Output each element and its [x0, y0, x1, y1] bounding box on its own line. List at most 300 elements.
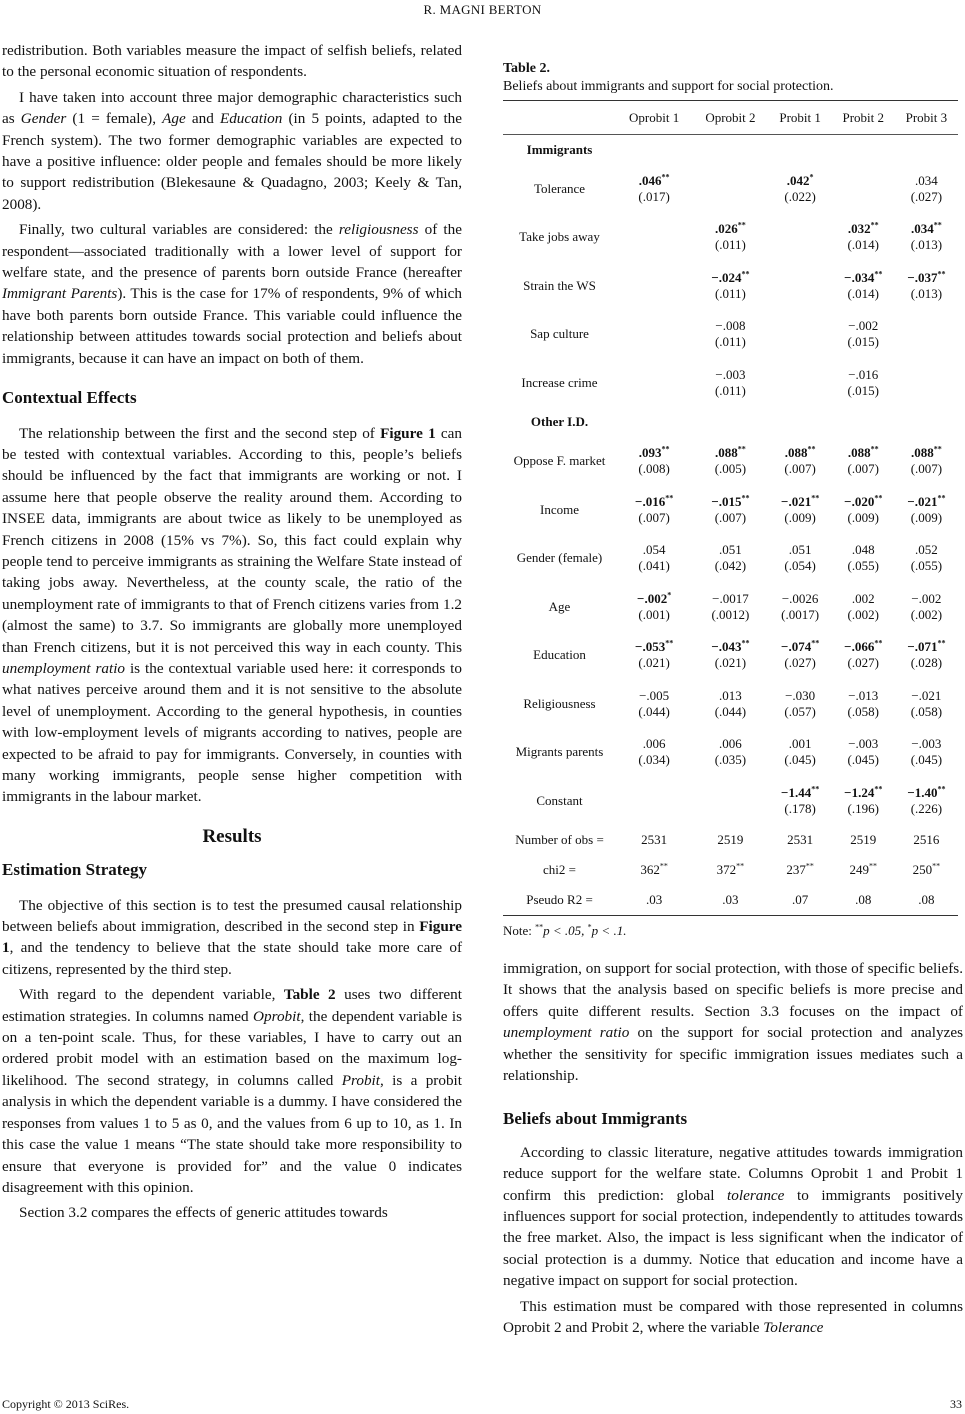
table-row [503, 728, 958, 777]
standard-error: (.007) [714, 509, 747, 525]
coefficient [911, 173, 942, 205]
table-cell [692, 777, 768, 826]
text: and [185, 110, 220, 128]
table-cell-empty [616, 135, 692, 165]
sig-marker: ** [736, 861, 745, 871]
term-unemployment-ratio: unemployment ratio [503, 1024, 630, 1042]
table-cell-empty [895, 135, 958, 165]
sig-marker: ** [741, 269, 750, 279]
coefficient-value-line [784, 736, 815, 752]
table-row-label: Sap culture [530, 326, 589, 342]
table-cell [692, 310, 768, 359]
coefficient-value-line [911, 736, 942, 752]
coefficient [781, 785, 819, 817]
standard-error: (.021) [714, 655, 747, 671]
coefficient-value-line [848, 221, 879, 237]
coefficient [911, 688, 942, 720]
coefficient [715, 542, 746, 574]
table-row-label: chi2 = [543, 862, 576, 877]
table-cell-empty [832, 135, 895, 165]
coefficient-value: −.015 [711, 493, 742, 509]
table-cell [692, 165, 768, 214]
coefficient-value: −.024 [711, 269, 742, 285]
text: The objective of this section is to test the presumed causal relationship between beliefs about immigration, described in the second step in [2, 896, 462, 936]
table-cell [692, 359, 768, 408]
sig-marker: ** [741, 638, 750, 648]
coefficient-value: −.053 [635, 639, 666, 655]
table-cell [895, 437, 958, 486]
table-caption-text: Beliefs about immigrants and support for social protection. [503, 79, 834, 94]
coefficient [715, 318, 746, 350]
table-cell [832, 165, 895, 214]
stat-value: 249 [849, 862, 869, 877]
table-row [503, 631, 958, 680]
coefficient-value-line [715, 688, 746, 704]
coefficient-value-line [784, 173, 815, 189]
coefficient-value-line [715, 445, 746, 461]
sig-marker: ** [659, 861, 668, 871]
coefficient-value: −.021 [781, 493, 812, 509]
table-cell [769, 583, 832, 632]
sig-marker: ** [665, 638, 674, 648]
table-cell [832, 262, 895, 311]
coefficient-value-line [711, 494, 749, 510]
sig-marker: ** [811, 784, 820, 794]
coefficient [638, 445, 669, 477]
text: , and the tendency to believe that the state should take more care of citizens, represented by the third step. [2, 939, 462, 978]
coefficient-value-line [711, 270, 749, 286]
coefficient-value-line [711, 639, 749, 655]
sig-marker: ** [811, 493, 820, 503]
coefficient-value: .088 [784, 445, 808, 461]
coefficient-value: −1.40 [907, 784, 938, 800]
text: This estimation must be compared with those represented in columns Oprobit 2 and Probit 2, where the variable [503, 1297, 963, 1337]
coefficient-value-line [844, 785, 882, 801]
coefficient [848, 367, 879, 399]
table-cell [895, 583, 958, 632]
coefficient [907, 270, 945, 302]
coefficient-value: .026 [715, 221, 738, 237]
text: , is a probit analysis in which the dependent variable is a dummy. I have considered the responses from values 1 to 5 as 0, and the values from 6 up to 10, as 1. In this case the value 1 means “The state should take more responsibility to ensure that everyone is provided for” and the value 0 indicates disagreement with this opinion. [2, 1071, 462, 1196]
table-row [503, 165, 958, 214]
coefficient-value-line [911, 591, 942, 607]
table-cell [895, 631, 958, 680]
coefficient [907, 494, 945, 526]
table-cell [832, 855, 895, 885]
paragraph [2, 1202, 462, 1223]
coefficient [784, 542, 815, 574]
table-row-label: Gender (female) [516, 550, 603, 566]
text: to immigrants positively influences support for social protection, independently to attitudes towards the free market. Also, the impact is less significant when the indicator of social protection is a dummy. Notice that education and income have a negative impact on support for social protection. [503, 1186, 964, 1290]
standard-error: (.017) [638, 188, 670, 204]
table-column-header: Oprobit 1 [616, 101, 692, 135]
coefficient [715, 221, 746, 253]
paragraph [503, 958, 963, 1086]
table-cell [692, 825, 768, 855]
coefficient-value-line [638, 736, 669, 752]
table-cell [895, 165, 958, 214]
table-stat-row [503, 825, 958, 855]
standard-error: (.009) [847, 509, 879, 525]
coefficient-value: .032 [847, 221, 871, 237]
coefficient-value: −.005 [639, 687, 670, 703]
coefficient [781, 639, 819, 671]
coefficient-value-line [781, 639, 819, 655]
coefficient-value-line [781, 591, 819, 607]
table-row-label: Oppose F. market [513, 453, 606, 469]
sig-marker: ** [665, 493, 674, 503]
standard-error: (.007) [847, 461, 879, 477]
copyright: Copyright © 2013 SciRes. [2, 1397, 130, 1411]
table-group-row [503, 135, 958, 165]
table-cell [769, 680, 832, 729]
standard-error: (.042) [714, 558, 747, 574]
coefficient [781, 494, 819, 526]
sig-marker: ** [933, 220, 942, 230]
table-cell [832, 728, 895, 777]
text: , the dependent variable is on a ten-point scale. Thus, for these variables, I have to carry out an ordered probit model with an estimation based on the maximum log-likelihood. The second strategy, in columns called [2, 1007, 462, 1089]
table-body [503, 135, 958, 916]
coefficient [781, 591, 819, 623]
coefficient [848, 542, 879, 574]
coefficient [638, 542, 669, 574]
term-probit: Probit [341, 1071, 380, 1089]
text: Finally, two cultural variables are considered: the [19, 221, 339, 239]
coefficient [911, 591, 942, 623]
table-row [503, 310, 958, 359]
table-cell [769, 855, 832, 885]
sig-marker: ** [661, 172, 670, 182]
standard-error: (.0017) [781, 606, 820, 622]
coefficient-value-line [784, 542, 815, 558]
standard-error: (.055) [910, 558, 943, 574]
right-column [503, 958, 963, 1343]
standard-error: (.021) [638, 655, 670, 671]
table-cell [895, 777, 958, 826]
table-cell [769, 777, 832, 826]
coefficient [844, 639, 882, 671]
term-unemployment-ratio: unemployment ratio [2, 659, 126, 677]
table-cell-empty [692, 407, 768, 437]
text: immigration, on support for social protection, with those of specific beliefs. It shows that the analysis based on specific beliefs is more precise and offers quite different results. Section 3.3 focuses on the impact of [503, 960, 963, 1020]
coefficient-value-line [848, 445, 879, 461]
table-cell [692, 680, 768, 729]
text: is the contextual variable used here: it corresponds to what natives perceive around them and it is not sensitive to the absolute level of unemployment. According to the general hypothesis, in counties with low-employment levels of migrants according to natives, people are expected to be afraid to pay for immigrants. Conversely, in counties with many working immigrants, people sense higher competition with immigrants in the labour market. [2, 659, 462, 806]
table-cell [616, 213, 692, 262]
sig-marker: * [809, 172, 814, 182]
table-cell [769, 534, 832, 583]
table-cell [769, 262, 832, 311]
sig-marker: ** [874, 784, 883, 794]
table-row [503, 486, 958, 535]
coefficient-value: −.002 [848, 318, 879, 334]
table-stat-row [503, 885, 958, 915]
stat-value: 250 [912, 862, 933, 877]
coefficient-value-line [911, 542, 942, 558]
coefficient-value-line [638, 445, 669, 461]
stat-value: .08 [918, 891, 935, 907]
table-cell [616, 534, 692, 583]
stat-value: .07 [792, 891, 809, 907]
coefficient [784, 688, 815, 720]
coefficient-value: .002 [851, 590, 875, 606]
paragraph [2, 87, 462, 215]
coefficient-value: .088 [911, 445, 934, 461]
coefficient-value-line [711, 591, 749, 607]
coefficient-value-line [848, 367, 879, 383]
coefficient-value: −.066 [844, 639, 875, 655]
coefficient-value-line [848, 318, 879, 334]
table-cell [616, 631, 692, 680]
coefficient [907, 785, 945, 817]
coefficient-value: −.002 [637, 590, 668, 606]
coefficient [784, 173, 815, 205]
paragraph [503, 1142, 963, 1292]
text: redistribution. Both variables measure the impact of selfish beliefs, related to the personal economic situation of respondents. [2, 42, 462, 81]
standard-error: (.001) [638, 606, 670, 622]
coefficient-value-line [848, 688, 879, 704]
table-row-label: Constant [536, 792, 583, 808]
text: on the support for social protection and analyzes whether the sensitivity for specific immigration issues mediates such a relationship. [503, 1024, 963, 1085]
coefficient-value: .088 [715, 445, 738, 461]
coefficient-value: −.021 [911, 687, 942, 703]
table-cell [769, 885, 832, 915]
coefficient-value: −.003 [848, 736, 879, 752]
table-cell [769, 437, 832, 486]
table-cell [616, 262, 692, 311]
coefficient [635, 639, 673, 671]
table-cell [832, 631, 895, 680]
paragraph [2, 219, 462, 369]
heading-beliefs-about-immigrants: Beliefs about Immigrants [503, 1109, 688, 1129]
standard-error: (.002) [847, 606, 879, 622]
table-row [503, 213, 958, 262]
text: p < .1. [591, 923, 627, 938]
standard-error: (.015) [847, 334, 879, 350]
coefficient [911, 736, 942, 768]
coefficient [848, 221, 879, 253]
paragraph [503, 1296, 963, 1339]
table-cell [832, 310, 895, 359]
table-cell [895, 359, 958, 408]
table-cell [616, 728, 692, 777]
coefficient-value-line [635, 494, 673, 510]
table-cell [832, 359, 895, 408]
table-cell [895, 310, 958, 359]
standard-error: (.011) [714, 334, 746, 350]
coefficient-value-line [907, 785, 945, 801]
table-cell [895, 728, 958, 777]
table-header-blank [503, 101, 616, 135]
stat-value: 2516 [913, 832, 940, 847]
coefficient-value-line [715, 221, 746, 237]
table-cell [616, 855, 692, 885]
coefficient-value-line [848, 542, 879, 558]
table-group-label: Immigrants [526, 141, 593, 157]
standard-error: (.057) [784, 703, 816, 719]
standard-error: (.027) [784, 655, 816, 671]
standard-error: (.013) [910, 285, 943, 301]
coefficient-value: .042 [786, 172, 810, 188]
table-cell [832, 583, 895, 632]
sig-marker: * [667, 590, 672, 600]
table-cell [692, 534, 768, 583]
coefficient [638, 173, 669, 205]
coefficient [715, 688, 746, 720]
heading-results: Results [202, 825, 262, 847]
text: p < .05, [543, 923, 588, 938]
table-cell [895, 680, 958, 729]
coefficient-value: −.020 [844, 493, 875, 509]
coefficient [844, 785, 882, 817]
coefficient-value-line [848, 591, 879, 607]
coefficient [638, 736, 669, 768]
table-row-label: Religiousness [523, 695, 596, 711]
table-row [503, 534, 958, 583]
coefficient-value: .093 [638, 445, 662, 461]
coefficient-value: −.003 [715, 366, 746, 382]
sig-marker: ** [937, 638, 946, 648]
table-row [503, 583, 958, 632]
coefficient [711, 639, 749, 671]
coefficient [848, 591, 879, 623]
table-cell [895, 262, 958, 311]
table-cell [692, 583, 768, 632]
table-row-label: Number of obs = [515, 832, 604, 847]
table-cell [832, 534, 895, 583]
coefficient-value: −.013 [848, 687, 879, 703]
coefficient-value: .051 [719, 542, 742, 558]
coefficient [715, 445, 746, 477]
table-cell-empty [832, 407, 895, 437]
table-cell [616, 885, 692, 915]
standard-error: (.015) [847, 382, 879, 398]
standard-error: (.007) [910, 461, 943, 477]
sig-marker: ** [535, 922, 544, 932]
table-cell [769, 825, 832, 855]
table-cell [832, 885, 895, 915]
table-row [503, 437, 958, 486]
coefficient-value-line [784, 445, 815, 461]
coefficient-value: .046 [638, 172, 662, 188]
term-tolerance: tolerance [727, 1186, 785, 1204]
table-cell-empty [769, 407, 832, 437]
standard-error: (.009) [784, 509, 816, 525]
stat-value: .08 [855, 891, 872, 907]
standard-error: (.011) [714, 237, 746, 253]
left-column [2, 40, 462, 1228]
table-cell-empty [616, 407, 692, 437]
term-gender: Gender [20, 110, 67, 128]
stat-value: 2519 [717, 832, 744, 847]
table-cell [769, 728, 832, 777]
sig-marker: ** [741, 493, 750, 503]
table-cell [692, 437, 768, 486]
coefficient [784, 736, 815, 768]
table-stat-row [503, 855, 958, 885]
table-row-label: Pseudo R2 = [503, 885, 616, 915]
table-cell [692, 213, 768, 262]
text: Section 3.2 compares the effects of generic attitudes towards [19, 1204, 388, 1222]
table-cell [616, 165, 692, 214]
standard-error: (.196) [847, 800, 879, 816]
table-note [503, 923, 626, 939]
coefficient-value: −.008 [715, 318, 746, 334]
coefficient [638, 688, 669, 720]
coefficient [784, 445, 815, 477]
paragraph [2, 423, 462, 808]
coefficient [844, 270, 882, 302]
sig-marker: ** [933, 444, 942, 454]
sig-marker: ** [661, 444, 670, 454]
coefficient-value: .001 [788, 736, 812, 752]
coefficient-value: −1.24 [844, 784, 875, 800]
text: can be tested with contextual variables. According to this, people’s beliefs should be influenced by the fact that immigrants are working or not. I assume here that people observe the reality around them. According to INSEE data, immigrants are about twice as likely to be unemployed as French citizens in 2008 (15% vs 7%). So, this fact could explain why people tend to perceive immigrants as straining the Welfare State instead of taking jobs away. Nevertheless, at the county scale, the ratio of the unemployment rate of immigrants to that of French citizens varies from 1.2 (almost the same) to 3.7. So immigrants are globally more unemployed than French citizens, but it is not perceived this way in each county. This [2, 424, 462, 656]
table-cell [895, 855, 958, 885]
table-cell [895, 486, 958, 535]
stat-value: 2519 [850, 832, 877, 847]
table-cell [692, 486, 768, 535]
coefficient [911, 445, 942, 477]
term-age: Age [162, 110, 186, 128]
sig-marker: ** [870, 444, 879, 454]
standard-error: (.022) [784, 188, 816, 204]
table-cell [692, 885, 768, 915]
standard-error: (.027) [910, 188, 943, 204]
coefficient-value-line [844, 270, 882, 286]
standard-error: (.027) [847, 655, 879, 671]
coefficient [907, 639, 945, 671]
coefficient-value-line [911, 221, 942, 237]
table-row [503, 359, 958, 408]
term-immigrant-parents: Immigrant Parents [2, 285, 118, 303]
coefficient-value-line [715, 736, 746, 752]
coefficient-value-line [635, 639, 673, 655]
paragraph [2, 895, 462, 981]
table-cell [769, 213, 832, 262]
table-row-label: Age [548, 598, 571, 614]
coefficient-value: −.037 [907, 269, 938, 285]
standard-error: (.014) [847, 285, 879, 301]
table-caption-title: Table 2. [503, 61, 550, 76]
text: of the respondent—associated traditionally with a lower level of support for welfare state, and the presence of parents born outside France (hereafter [2, 221, 462, 282]
table-cell [692, 728, 768, 777]
table-column-header: Probit 3 [895, 101, 958, 135]
text: The relationship between the first and the second step of [19, 424, 381, 442]
table-cell [616, 777, 692, 826]
coefficient [715, 736, 746, 768]
coefficient [637, 591, 671, 623]
table-row-label: Tolerance [533, 180, 586, 196]
text: ). This is the case for 17% of respondents, 9% of which have both parents born outside France. This variable could influence the relationship between attitudes towards social protection and beliefs about immigrants, because it can have an impact on both of them. [2, 285, 462, 367]
text: uses two different estimation strategies. In columns named [2, 986, 462, 1025]
table-cell [616, 310, 692, 359]
figure-ref: Figure 1 [2, 918, 462, 957]
coefficient [711, 270, 749, 302]
sig-marker: ** [805, 861, 814, 871]
table-cell [769, 486, 832, 535]
coefficient-value: −.021 [907, 493, 938, 509]
table-cell [769, 631, 832, 680]
stat-value: 2531 [641, 832, 668, 847]
coefficient-value-line [637, 591, 671, 607]
coefficient-value: .051 [788, 542, 812, 558]
coefficient-value-line [911, 445, 942, 461]
table-row [503, 777, 958, 826]
table-cell [616, 825, 692, 855]
standard-error: (.011) [714, 382, 746, 398]
text: With regard to the dependent variable, [19, 986, 284, 1004]
